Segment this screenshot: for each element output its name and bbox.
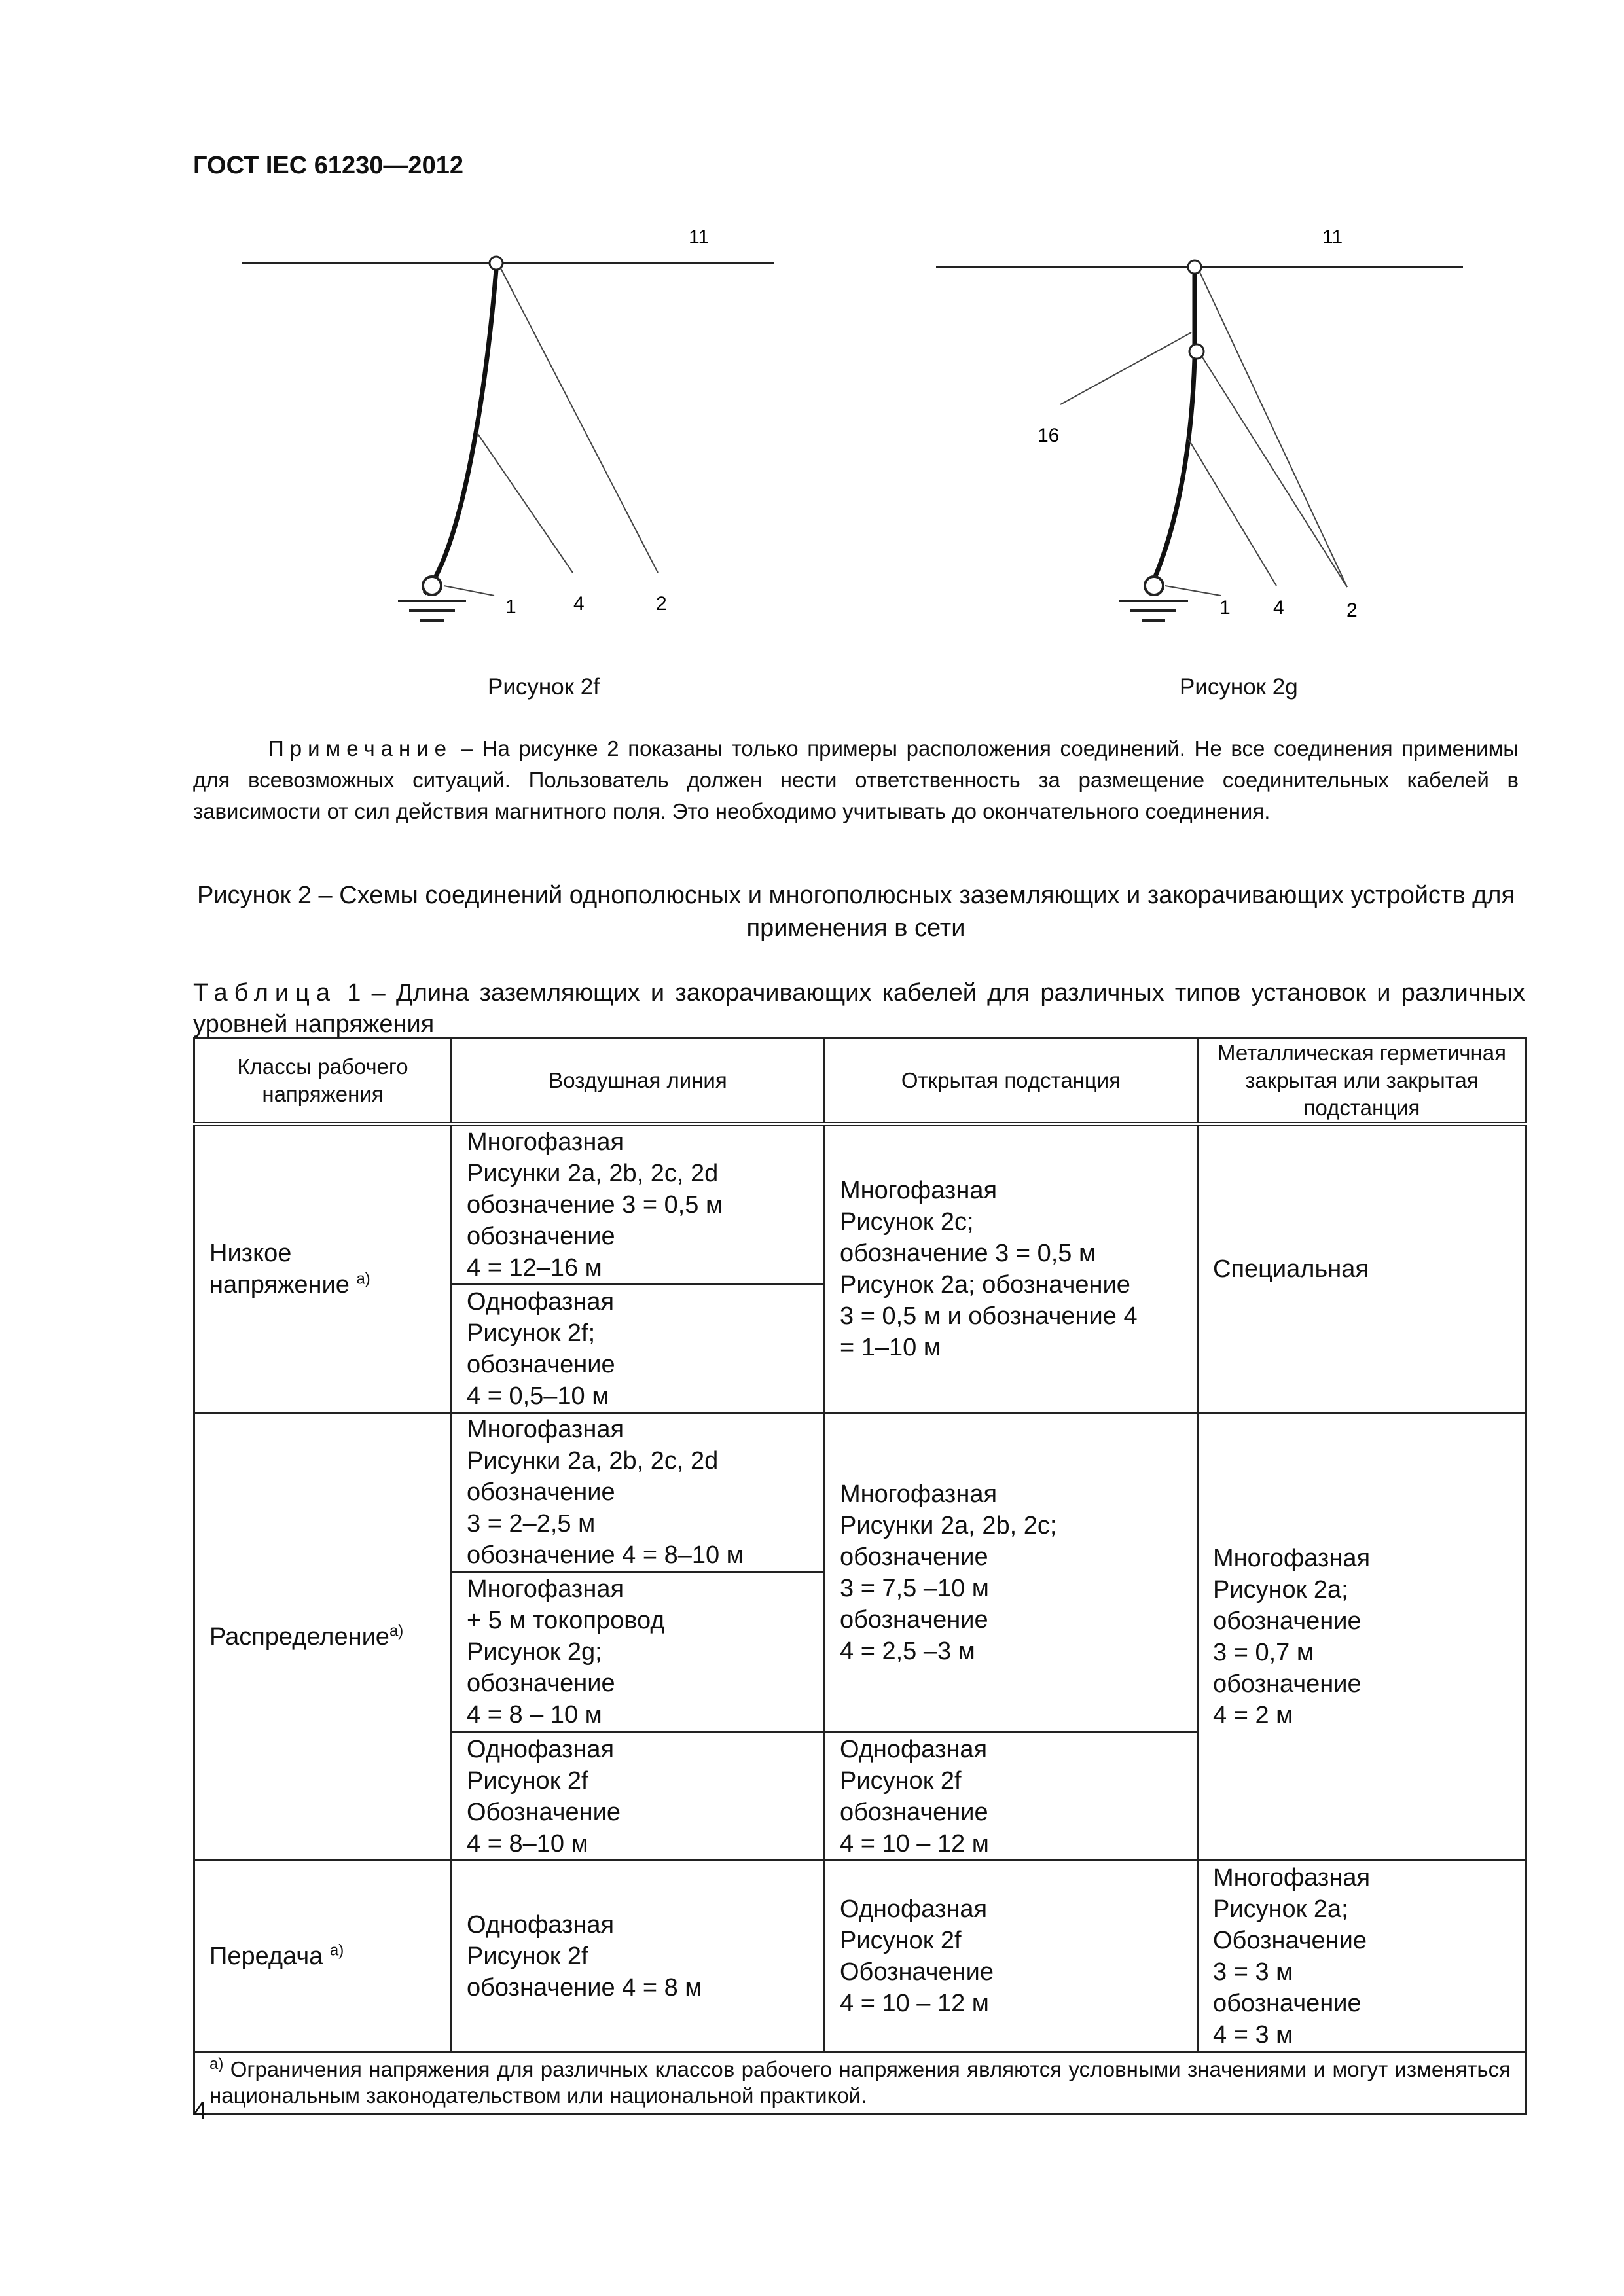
class-distribution-text: Распределение: [209, 1623, 389, 1651]
table-row: [194, 1413, 1526, 1572]
cell-text: Однофазная Рисунок 2f обозначение 4 = 8 м: [467, 1910, 702, 2001]
table-caption-text: 1 – Длина заземляющих и закорачивающих кабелей для различных типов установок и различных уровней напряжения: [193, 979, 1525, 1038]
cell-text: Многофазная Рисунок 2a; Обозначение 3 = 3 м обозначение 4 = 3 м: [1213, 1863, 1371, 2049]
cell-text: Многофазная Рисунок 2c; обозначение 3 = 0,5 м Рисунок 2a; обозначение 3 = 0,5 м и обозначение 4 = 1–10 м: [840, 1177, 1138, 1361]
label-16: 16: [1038, 425, 1060, 446]
cell-class-distribution: [194, 1413, 452, 1861]
header-closed-substation: Металлическая герметичная закрытая или закрытая подстанция: [1198, 1039, 1526, 1124]
cell-text: Однофазная Рисунок 2f обозначение 4 = 10 – 12 м: [840, 1735, 989, 1857]
figure-2g-diagram: [933, 216, 1483, 641]
cell-open-dist-1: [825, 1413, 1198, 1732]
class-transmission-text: Передача: [209, 1942, 330, 1970]
figure-2f-caption: Рисунок 2f: [488, 674, 600, 700]
header-open-substation: Открытая подстанция: [825, 1039, 1198, 1124]
leader-line-1: [444, 586, 494, 596]
cell-text: Многофазная Рисунок 2a; обозначение 3 = 0,7 м обозначение 4 = 2 м: [1213, 1544, 1371, 1729]
cell-overhead-low-1: [452, 1124, 825, 1285]
cell-text: Многофазная Рисунки 2a, 2b, 2c, 2d обозначение 3 = 2–2,5 м обозначение 4 = 8–10 м: [467, 1416, 744, 1569]
cell-overhead-dist-2: [452, 1572, 825, 1732]
cell-overhead-dist-1: [452, 1413, 825, 1572]
cell-text: Многофазная + 5 м токопровод Рисунок 2g; обозначение 4 = 8 – 10 м: [467, 1575, 665, 1729]
table-caption: [193, 977, 1525, 1040]
figure-note: [193, 733, 1519, 827]
connection-point: [490, 257, 503, 270]
cell-text: Однофазная Рисунок 2f Обозначение 4 = 10 – 12 м: [840, 1895, 994, 2017]
footnote-text: Ограничения напряжения для различных классов рабочего напряжения являются условными значениями и могут изменяться национальным законодательством или национальной практикой.: [209, 2057, 1511, 2108]
cell-open-trans: [825, 1861, 1198, 2052]
header-overhead-line: Воздушная линия: [452, 1039, 825, 1124]
label-11: 11: [689, 226, 710, 248]
page-number: 4: [193, 2098, 208, 2125]
figure-2f-diagram: [236, 216, 785, 641]
cell-closed-dist: [1198, 1413, 1526, 1861]
cell-class-low: [194, 1124, 452, 1413]
cell-open-low: [825, 1124, 1198, 1413]
leader-line-4: [1188, 439, 1276, 586]
table-footnote: [194, 2052, 1526, 2114]
label-4: 4: [573, 593, 585, 615]
leader-line-1: [1165, 586, 1221, 596]
label-1: 1: [1219, 597, 1231, 619]
earthing-cable: [1149, 359, 1195, 591]
note-label: Примечание: [268, 736, 453, 761]
footnote-ref: а): [329, 1941, 344, 1959]
earth-clamp: [1145, 577, 1163, 595]
note-text: – На рисунке 2 показаны только примеры расположения соединений. Не все соединения применимы для всевозможных ситуаций. Пользователь должен нести ответственность за размещение соединительных кабелей в зависимости от сил действия магнитного поля. Это необходимо учитывать до окончательного соединения.: [193, 736, 1519, 823]
footnote-ref: а): [356, 1270, 370, 1288]
table-caption-label: Таблица: [193, 979, 336, 1007]
cell-text: Многофазная Рисунки 2a, 2b, 2c, 2d обозначение 3 = 0,5 м обозначение 4 = 12–16 м: [467, 1128, 723, 1282]
cell-text: Специальная: [1213, 1255, 1369, 1283]
leader-line-16: [1060, 332, 1191, 404]
class-low-text: Низкое напряжение: [209, 1240, 357, 1299]
cell-overhead-dist-3: [452, 1732, 825, 1861]
connection-point-mid: [1189, 344, 1204, 359]
document-header: ГОСТ IEC 61230—2012: [193, 152, 463, 179]
connection-point-top: [1188, 260, 1201, 274]
leader-line-2a: [1200, 272, 1347, 587]
cell-closed-low: [1198, 1124, 1526, 1413]
footnote-ref: а): [389, 1621, 404, 1640]
table-row: [194, 1861, 1526, 2052]
figure-2f-svg: [236, 216, 785, 641]
header-voltage-class: Классы рабочего напряжения: [194, 1039, 452, 1124]
cell-overhead-trans: [452, 1861, 825, 2052]
cell-text: Многофазная Рисунки 2a, 2b, 2c; обозначение 3 = 7,5 –10 м обозначение 4 = 2,5 –3 м: [840, 1480, 1057, 1665]
cable-length-table: [193, 1037, 1527, 2115]
cell-class-transmission: [194, 1861, 452, 2052]
label-11: 11: [1322, 226, 1343, 248]
cell-open-dist-2: [825, 1732, 1198, 1861]
cell-closed-trans: [1198, 1861, 1526, 2052]
label-2: 2: [1346, 600, 1358, 621]
table-header-row: [194, 1039, 1526, 1124]
leader-line-2b: [1202, 357, 1347, 587]
table-row: [194, 1124, 1526, 1285]
table-footnote-row: [194, 2052, 1526, 2114]
label-2: 2: [656, 593, 667, 615]
label-4: 4: [1273, 597, 1284, 619]
leader-line-4: [477, 432, 573, 573]
figure-title: Рисунок 2 – Схемы соединений однополюсных и многополюсных заземляющих и закорачивающих устройств для применения в сети: [196, 882, 1515, 942]
leader-line-2: [501, 268, 658, 573]
figure-2g-caption: Рисунок 2g: [1180, 674, 1298, 700]
earth-clamp: [423, 577, 441, 595]
earthing-cable: [424, 270, 496, 594]
figure-2g-svg: [933, 216, 1483, 641]
cell-text: Однофазная Рисунок 2f Обозначение 4 = 8–10 м: [467, 1735, 621, 1857]
label-1: 1: [505, 596, 516, 618]
cell-overhead-low-2: [452, 1285, 825, 1413]
cell-text: Однофазная Рисунок 2f; обозначение 4 = 0,5–10 м: [467, 1287, 615, 1410]
footnote-mark: а): [209, 2055, 224, 2073]
